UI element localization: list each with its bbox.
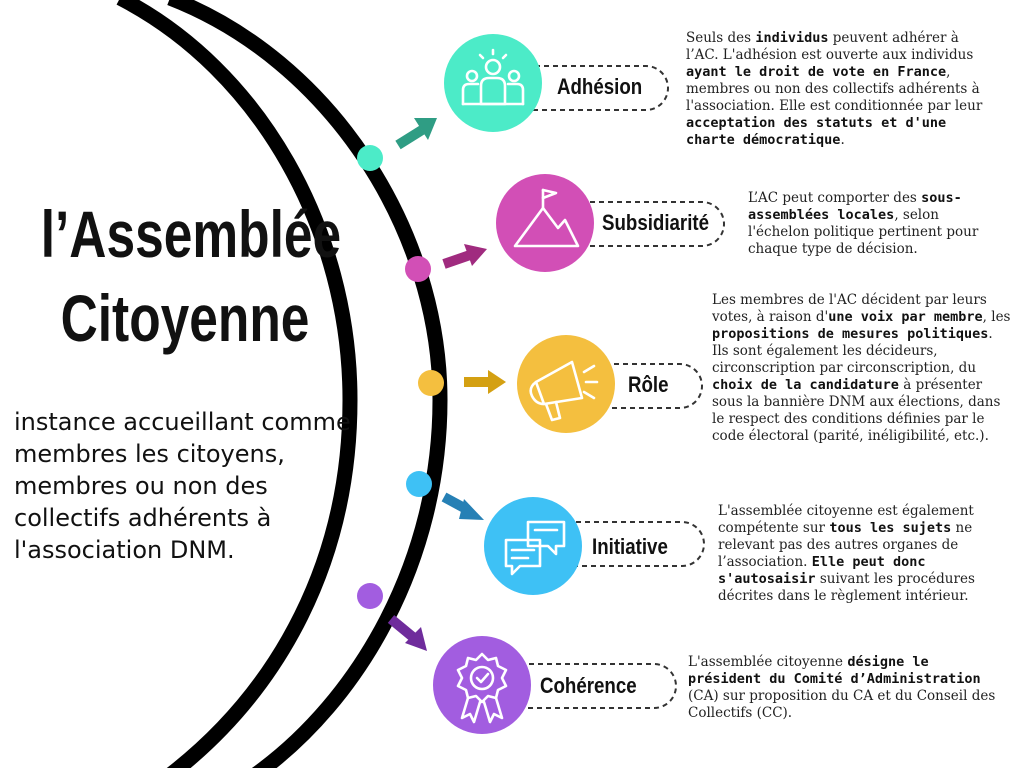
desc-bold-segment: une voix par membre xyxy=(828,309,983,325)
arrow-initiative xyxy=(444,497,484,520)
desc-bold-segment: Elle peut donc s'autosaisir xyxy=(718,554,926,587)
desc-segment: L’AC peut comporter des xyxy=(748,190,922,206)
title-line-2: Citoyenne xyxy=(60,281,310,355)
desc-coherence xyxy=(688,654,1008,722)
desc-bold-segment: acceptation des statuts et d'une charte démocratique xyxy=(686,115,947,148)
desc-segment: L'assemblée citoyenne est également compétente sur xyxy=(718,503,974,536)
label-initiative: Initiative xyxy=(592,534,668,559)
desc-segment: Les membres de l'AC décident par leurs votes, à raison d' xyxy=(712,292,987,325)
desc-bold-segment: désigne le président du Comité d’Administration xyxy=(688,654,981,687)
circle-role xyxy=(517,335,615,433)
label-role: Rôle xyxy=(628,372,669,397)
desc-segment: , les xyxy=(982,309,1011,325)
dot-adhesion xyxy=(357,145,383,171)
label-coherence: Cohérence xyxy=(540,673,637,698)
desc-subsidiarite xyxy=(748,190,988,258)
desc-segment: ne relevant pas des autres organes de l’association. xyxy=(718,520,973,570)
desc-role xyxy=(712,292,1012,445)
desc-bold-segment: propositions de mesures politiques xyxy=(712,326,989,342)
desc-segment: (CA) sur proposition du CA et du Conseil des Collectifs (CC). xyxy=(688,688,996,721)
arrow-adhesion xyxy=(398,118,437,145)
arrow-role xyxy=(464,370,506,394)
desc-segment: . Ils sont également les décideurs, circonscription par circonscription, du xyxy=(712,326,993,376)
dot-subsidiarite xyxy=(405,256,431,282)
page-title xyxy=(40,192,342,360)
desc-bold-segment: tous les sujets xyxy=(829,520,952,536)
dot-coherence xyxy=(357,583,383,609)
desc-segment: Seuls des xyxy=(686,30,756,46)
arrow-subsidiarite xyxy=(444,244,487,266)
desc-bold-segment: individus xyxy=(755,30,829,46)
desc-segment: L'assemblée citoyenne xyxy=(688,654,848,670)
arrow-coherence xyxy=(391,619,427,651)
desc-segment: à présenter sous la bannière DNM aux élections, dans le respect des conditions définies par le code électoral (parité, inéligibilité, etc.). xyxy=(712,377,1001,444)
desc-bold-segment: ayant le droit de vote en France xyxy=(686,64,947,80)
circle-subsidiarite xyxy=(496,174,594,272)
desc-bold-segment: sous-assemblées locales xyxy=(748,190,962,223)
desc-segment: , selon l'échelon politique pertinent pour chaque type de décision. xyxy=(748,207,979,257)
title-line-1: l’Assemblée xyxy=(40,197,342,271)
circle-coherence xyxy=(433,636,531,734)
desc-segment: . xyxy=(840,132,845,148)
label-subsidiarite: Subsidiarité xyxy=(602,210,710,235)
desc-bold-segment: choix de la candidature xyxy=(712,377,899,393)
desc-segment: , membres ou non des collectifs adhérents à l'association. Elle est conditionnée par leur xyxy=(686,64,983,114)
desc-segment: suivant les procédures décrites dans le règlement intérieur. xyxy=(718,571,975,604)
dot-initiative xyxy=(406,471,432,497)
desc-adhesion xyxy=(686,30,986,149)
desc-initiative xyxy=(718,503,978,605)
dot-role xyxy=(418,370,444,396)
desc-segment: peuvent adhérer à l’AC. L'adhésion est ouverte aux individus xyxy=(686,30,974,63)
subtitle: instance accueillant comme membres les citoyens, membres ou non des collectifs adhérents à l'association DNM. xyxy=(14,408,351,564)
label-adhesion: Adhésion xyxy=(557,74,643,99)
